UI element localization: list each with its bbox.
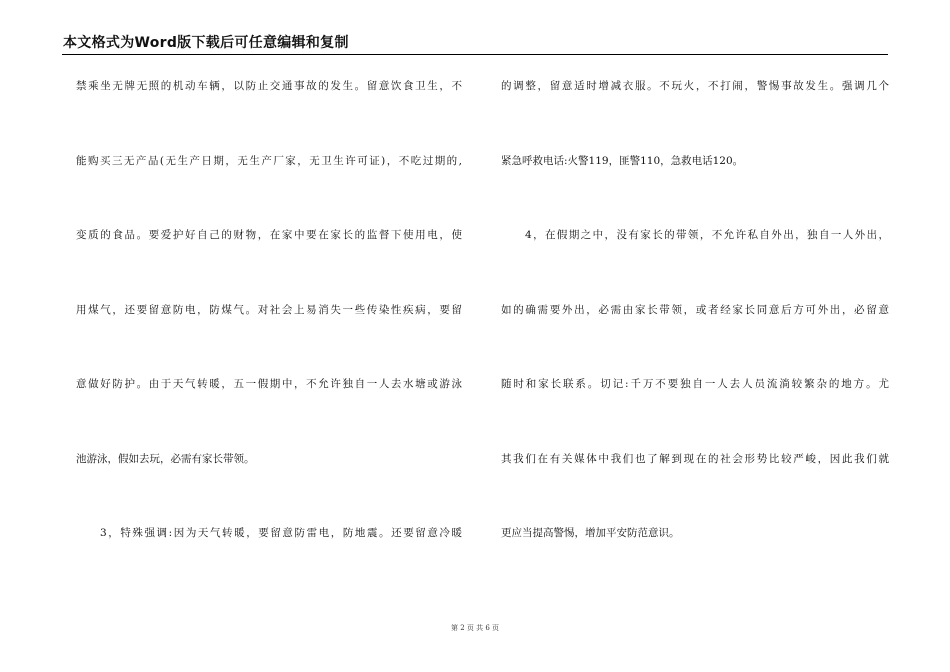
text-line: 如的确需要外出，必需由家长带领，或者经家长同意后方可外出，必留意 xyxy=(501,303,889,316)
text-line: 更应当提高警惕，增加平安防范意识。 xyxy=(501,527,680,539)
header-divider xyxy=(62,54,888,55)
paragraph-start-line: 4，在假期之中，没有家长的带领，不允许私自外出，独自一人外出， xyxy=(525,229,889,241)
text-line: 的调整，留意适时增减衣服。不玩火，不打闹，警惕事故发生。强调几个 xyxy=(501,80,889,92)
left-text-column xyxy=(76,78,462,600)
right-text-column xyxy=(501,78,889,600)
document-header-title: 本文格式为Word版下载后可任意编辑和复制 xyxy=(63,35,349,51)
text-line: 变质的食品。要爱护好自己的财物，在家中要在家长的监督下使用电，使 xyxy=(76,229,462,241)
text-line: 其我们在有关媒体中我们也了解到现在的社会形势比较严峻，因此我们就 xyxy=(501,452,889,465)
text-line: 禁乘坐无牌无照的机动车辆，以防止交通事故的发生。留意饮食卫生，不 xyxy=(76,80,462,92)
text-line: 用煤气，还要留意防电，防煤气。对社会上易消失一些传染性疾病，要留 xyxy=(76,303,462,316)
text-line: 随时和家长联系。切记:千万不要独自一人去人员流淌较繁杂的地方。尤 xyxy=(501,378,889,390)
text-line: 意做好防护。由于天气转暖，五一假期中，不允许独自一人去水塘或游泳 xyxy=(76,378,462,390)
paragraph-start-line: 3，特殊强调:因为天气转暖，要留意防雷电，防地震。还要留意冷暖 xyxy=(100,527,462,539)
text-line: 池游泳，假如去玩，必需有家长带领。 xyxy=(76,452,255,465)
text-line: 能购买三无产品(无生产日期，无生产厂家，无卫生许可证)，不吃过期的, xyxy=(76,154,462,167)
page-number-footer: 第 2 页 共 6 页 xyxy=(450,624,500,632)
text-line: 紧急呼救电话:火警119，匪警110，急救电话120。 xyxy=(501,154,744,167)
